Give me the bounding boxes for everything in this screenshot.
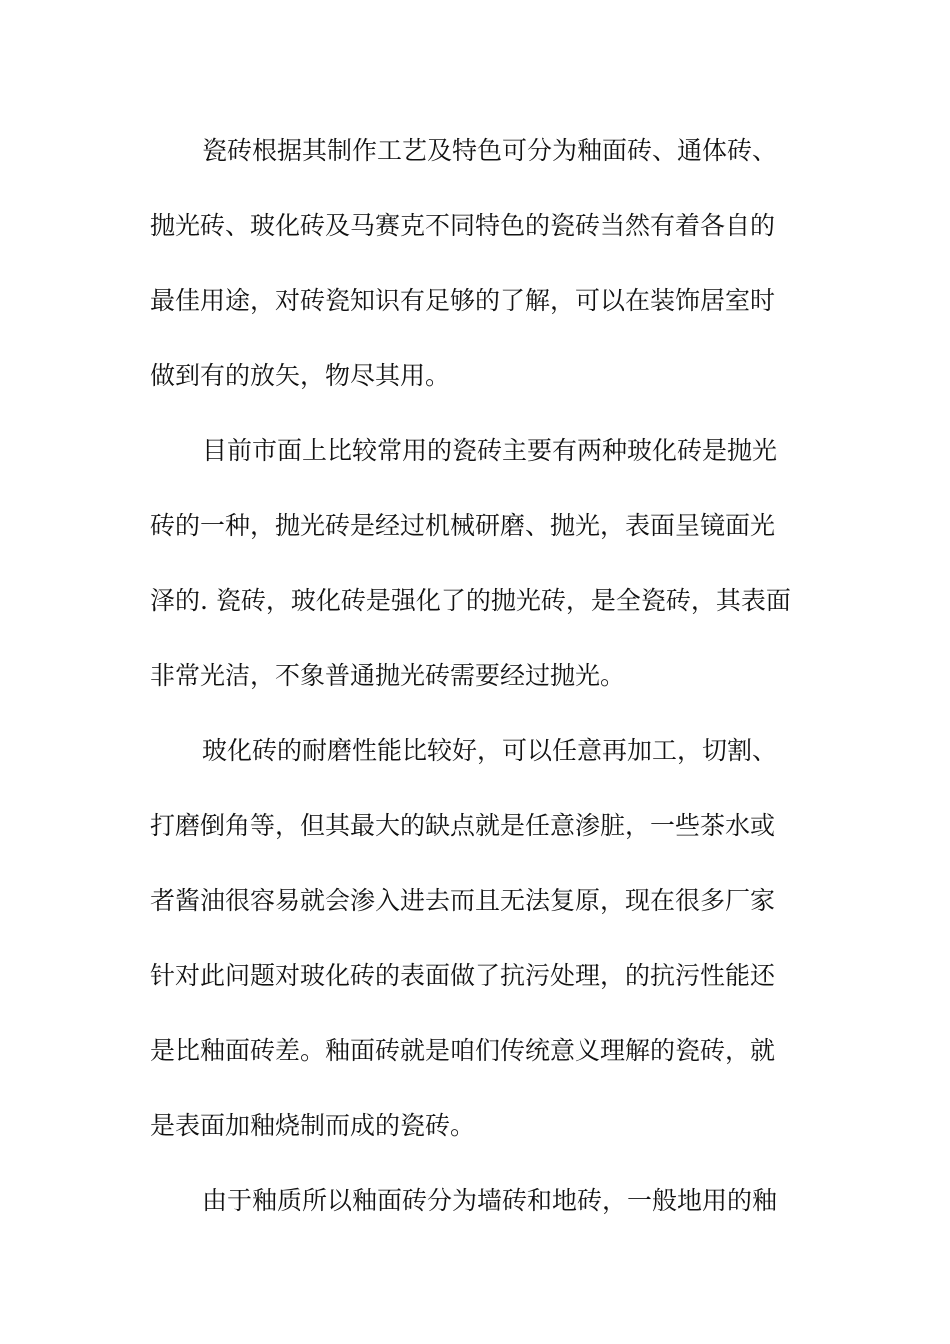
paragraph-3-line-1: 玻化砖的耐磨性能比较好，可以任意再加工，切割、 [202,736,778,765]
paragraph-2-line-4: 非常光洁，不象普通抛光砖需要经过抛光。 [150,661,626,690]
paragraph-3-line-5: 是比釉面砖差。釉面砖就是咱们传统意义理解的瓷砖，就 [150,1036,776,1065]
paragraph-3-line-3: 者酱油很容易就会渗入进去而且无法复原，现在很多厂家 [150,886,776,915]
paragraph-3-line-2: 打磨倒角等，但其最大的缺点就是任意渗脏，一些茶水或 [150,811,776,840]
paragraph-1-line-3: 最佳用途，对砖瓷知识有足够的了解，可以在装饰居室时 [150,286,776,315]
paragraph-3-line-6: 是表面加釉烧制而成的瓷砖。 [150,1111,476,1140]
paragraph-4-line-1: 由于釉质所以釉面砖分为墙砖和地砖，一般地用的釉 [202,1186,778,1215]
paragraph-1-line-2: 抛光砖、玻化砖及马赛克不同特色的瓷砖当然有着各自的 [150,211,776,240]
paragraph-1-line-1: 瓷砖根据其制作工艺及特色可分为釉面砖、通体砖、 [202,136,778,165]
paragraph-2-line-3: 泽的. 瓷砖，玻化砖是强化了的抛光砖，是全瓷砖，其表面 [150,586,791,615]
paragraph-1-line-4: 做到有的放矢，物尽其用。 [150,361,451,390]
paragraph-3-line-4: 针对此问题对玻化砖的表面做了抗污处理，的抗污性能还 [150,961,776,990]
paragraph-2-line-1: 目前市面上比较常用的瓷砖主要有两种玻化砖是抛光 [202,436,778,465]
paragraph-2-line-2: 砖的一种，抛光砖是经过机械研磨、抛光，表面呈镜面光 [150,511,776,540]
